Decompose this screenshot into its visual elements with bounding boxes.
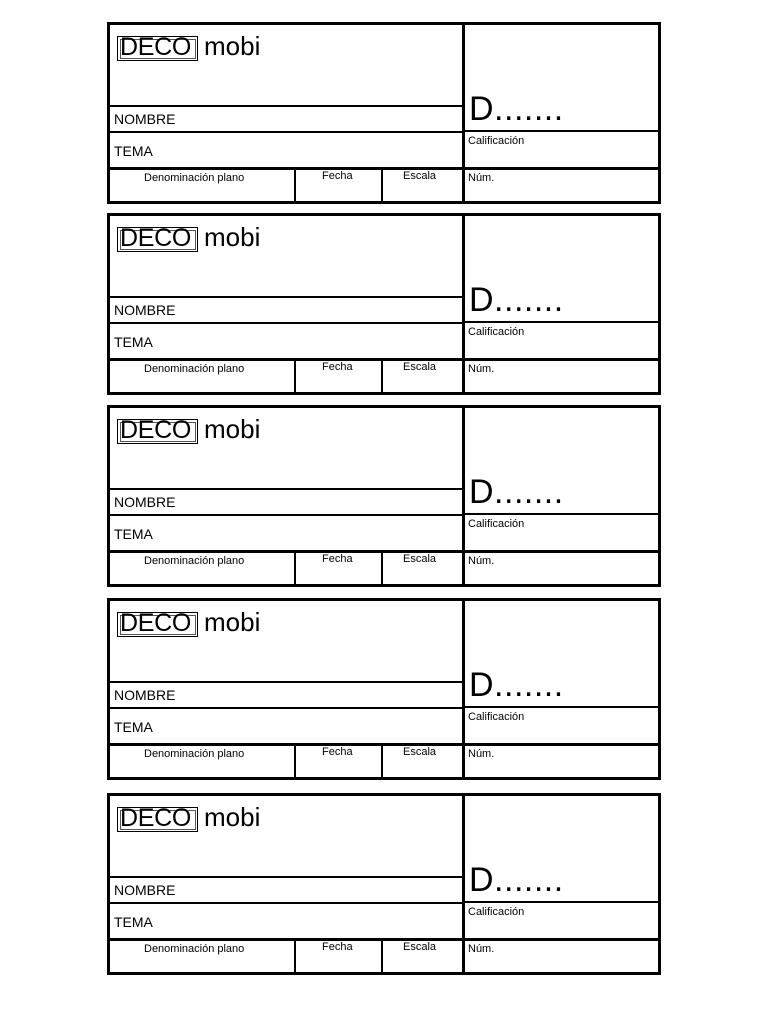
num-label: Núm. xyxy=(468,943,495,955)
brand-text: mobi xyxy=(204,414,261,444)
calificacion-label: Calificación xyxy=(468,326,525,338)
title-block-label xyxy=(107,598,661,780)
brand-boxed-text: DECO xyxy=(120,33,192,61)
brand-boxed-text: DECO xyxy=(120,224,192,252)
nombre-label: NOMBRE xyxy=(114,111,176,127)
divider xyxy=(381,358,383,392)
divider xyxy=(294,358,296,392)
divider xyxy=(110,296,462,298)
divider xyxy=(110,743,658,746)
brand-boxed-text: DECO xyxy=(120,416,192,444)
divider xyxy=(462,601,465,777)
calificacion-label: Calificación xyxy=(468,135,525,147)
brand-text: mobi xyxy=(204,222,261,252)
denominacion-label: Denominación plano xyxy=(144,748,245,760)
divider xyxy=(465,130,658,132)
divider xyxy=(294,167,296,201)
divider xyxy=(465,513,658,515)
tema-label: TEMA xyxy=(114,914,153,930)
nombre-label: NOMBRE xyxy=(114,687,176,703)
nombre-label: NOMBRE xyxy=(114,302,176,318)
divider xyxy=(462,216,465,392)
divider xyxy=(465,901,658,903)
divider xyxy=(381,167,383,201)
fecha-label: Fecha xyxy=(322,170,353,182)
calificacion-label: Calificación xyxy=(468,711,525,723)
drawing-code: D....... xyxy=(469,90,564,128)
escala-label: Escala xyxy=(403,361,437,373)
calificacion-label: Calificación xyxy=(468,906,525,918)
brand-text: mobi xyxy=(204,31,261,61)
drawing-code: D....... xyxy=(469,473,564,511)
title-block-label xyxy=(107,213,661,395)
divider xyxy=(381,743,383,777)
num-label: Núm. xyxy=(468,172,495,184)
divider xyxy=(462,408,465,584)
fecha-label: Fecha xyxy=(322,941,353,953)
fecha-label: Fecha xyxy=(322,553,353,565)
denominacion-label: Denominación plano xyxy=(144,943,245,955)
title-block-label xyxy=(107,405,661,587)
denominacion-label: Denominación plano xyxy=(144,363,245,375)
brand-text: mobi xyxy=(204,607,261,637)
divider xyxy=(294,743,296,777)
fecha-label: Fecha xyxy=(322,361,353,373)
divider xyxy=(110,358,658,361)
drawing-code: D....... xyxy=(469,281,564,319)
escala-label: Escala xyxy=(403,553,437,565)
nombre-label: NOMBRE xyxy=(114,882,176,898)
calificacion-label: Calificación xyxy=(468,518,525,530)
title-block-label xyxy=(107,793,661,975)
tema-label: TEMA xyxy=(114,143,153,159)
divider xyxy=(110,488,462,490)
denominacion-label: Denominación plano xyxy=(144,555,245,567)
num-label: Núm. xyxy=(468,555,495,567)
divider xyxy=(110,550,658,553)
drawing-code: D....... xyxy=(469,861,564,899)
tema-label: TEMA xyxy=(114,334,153,350)
divider xyxy=(110,105,462,107)
divider xyxy=(462,796,465,972)
divider xyxy=(110,322,462,324)
divider xyxy=(381,550,383,584)
divider xyxy=(294,938,296,972)
divider xyxy=(110,707,462,709)
divider xyxy=(465,706,658,708)
brand-boxed-text: DECO xyxy=(120,804,192,832)
denominacion-label: Denominación plano xyxy=(144,172,245,184)
brand-text: mobi xyxy=(204,802,261,832)
divider xyxy=(110,167,658,170)
tema-label: TEMA xyxy=(114,719,153,735)
divider xyxy=(110,681,462,683)
divider xyxy=(465,321,658,323)
escala-label: Escala xyxy=(403,941,437,953)
divider xyxy=(294,550,296,584)
tema-label: TEMA xyxy=(114,526,153,542)
divider xyxy=(110,902,462,904)
num-label: Núm. xyxy=(468,363,495,375)
fecha-label: Fecha xyxy=(322,746,353,758)
brand-boxed-text: DECO xyxy=(120,609,192,637)
divider xyxy=(462,25,465,201)
divider xyxy=(110,514,462,516)
divider xyxy=(110,131,462,133)
escala-label: Escala xyxy=(403,170,437,182)
nombre-label: NOMBRE xyxy=(114,494,176,510)
drawing-code: D....... xyxy=(469,666,564,704)
divider xyxy=(110,938,658,941)
divider xyxy=(110,876,462,878)
num-label: Núm. xyxy=(468,748,495,760)
escala-label: Escala xyxy=(403,746,437,758)
title-block-label xyxy=(107,22,661,204)
divider xyxy=(381,938,383,972)
